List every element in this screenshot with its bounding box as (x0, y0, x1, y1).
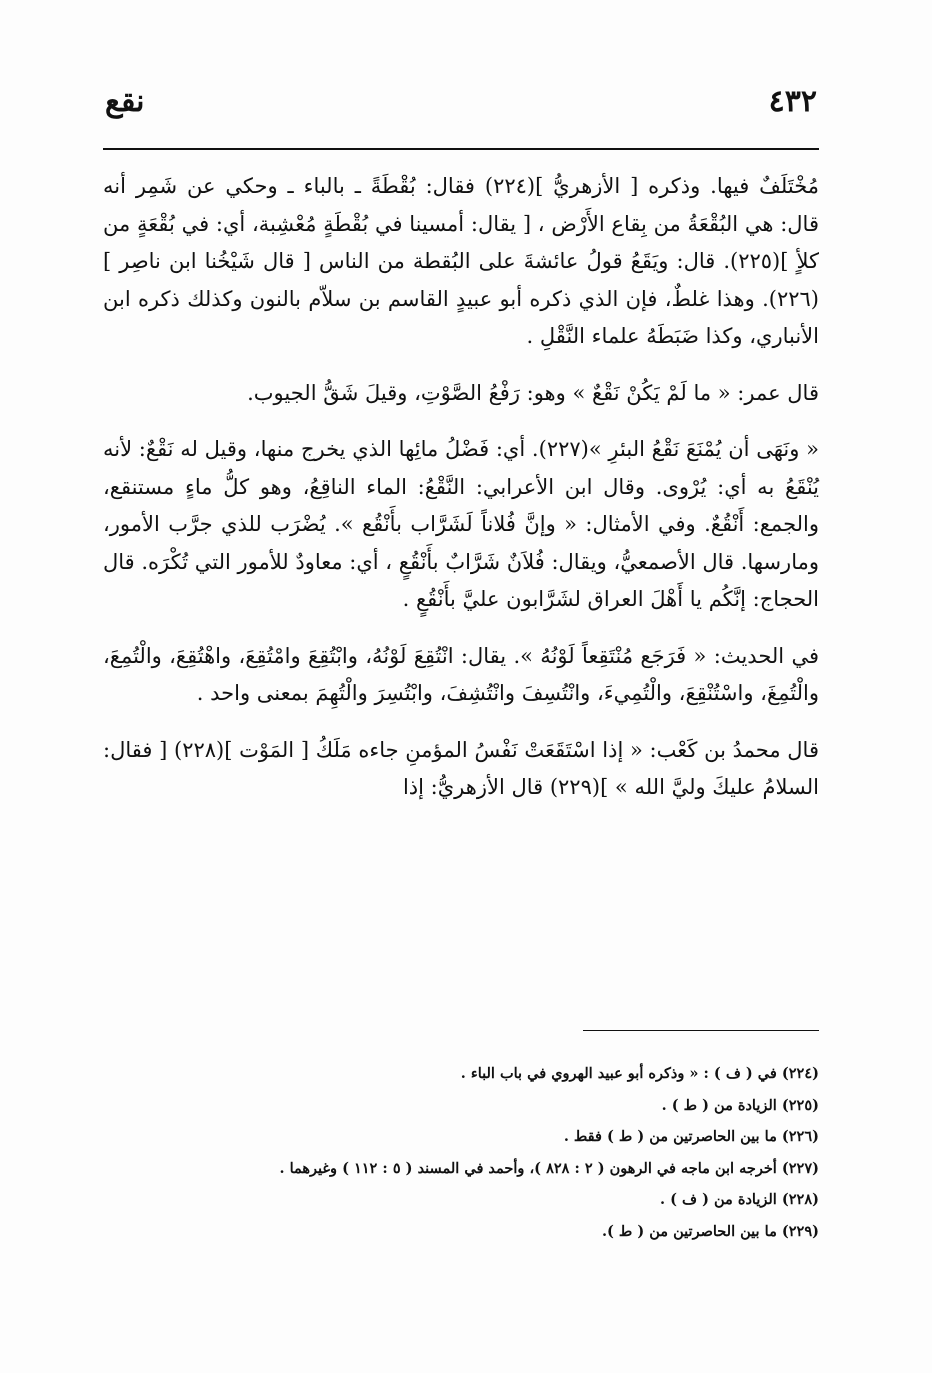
footnote: (٢٢٤) في ( ف ) : « وذكره أبو عبيد الهروي في باب الباء . (460, 1065, 819, 1082)
paragraph: مُخْتَلَفٌ فيها. وذكره [ الأزهريُّ ](٢٢٤) فقال: بُقْطَةً ـ بالباء ـ وحكي عن شَمِر أنه قال: هي البُقْعَةُ من بِقاع الأَرْض ، [ يقال: أمسينا في بُقْطَةٍ مُعْشِبة، أي: في بُقْعَةٍ من كلأٍ ](٢٢٥). قال: ويَقَعُ قولُ عائشةَ على البُقطة من الناس [ قال شَيْخُنا ابن ناصِر ](٢٢٦). وهذا غلطٌ، فإن الذي ذكره أبو عبيدٍ القاسم بن سلاّم بالنون وكذلك ذكره ابن الأنباري، وكذا ضَبَطَهُ علماء النَّقْلِ . (103, 174, 819, 348)
paragraph: « ونَهَى أن يُمْنَعَ نَقْعُ البئرِ »(٢٢٧). أي: فَضْلُ مائِها الذي يخرج منها، وقيل له نَقْعٌ: لأنه يُنْقَعُ به أي: يُرْوى. وقال ابن الأعرابي: النَّقْعُ: الماء الناقِعُ، وهو كلُّ ماءٍ مستنقع، والجمع: أَنْقُعٌ. وفي الأمثال: « وإنَّ فُلاناً لَشَرَّاب بأَنْقُع ». يُضْرَب للذي جرَّب الأمور، ومارسها. قال الأصمعيُّ، ويقال: فُلاَنٌ شَرَّابٌ بأَنْقُعٍ ، أي: معاودٌ للأمور التي تُكْرَه. قال الحجاج: إنَّكُم يا أَهْلَ العراق لشَرَّابون عليَّ بأَنْقُعٍ . (103, 437, 819, 611)
footnote: (٢٢٩) ما بين الحاصرتين من ( ط ). (601, 1222, 819, 1240)
footnote: (٢٢٧) أخرجه ابن ماجه في الرهون ( ٢ : ٨٢٨ )، وأحمد في المسند ( ٥ : ١١٢ ) وغيرهما . (279, 1159, 819, 1177)
footnotes (103, 1058, 819, 1247)
footnote: (٢٢٥) الزيادة من ( ط ) . (661, 1096, 819, 1114)
paragraph: في الحديث: « فَرَجَع مُنْتَقِعاً لَوْنُهُ ». يقال: انْتُقِعَ لَوْنُهُ، وابْتُقِعَ وامْتُقِعَ، واهْتُقِعَ، والْتُمِعَ، والْتُمِغَ، واسْتُنْقِعَ، والْتُمِيءَ، وانْتُسِفَ وانْتُشِفَ، وابْتُسِرَ والْتُهِمَ بمعنى واحد . (103, 643, 819, 705)
running-head: نقع (105, 84, 145, 119)
footnote: (٢٢٦) ما بين الحاصرتين من ( ط ) فقط . (563, 1128, 819, 1145)
page-header (105, 78, 817, 134)
paragraph: قال محمدُ بن كَعْب: « إذا اسْتَقَعَتْ نَفْسُ المؤمنِ جاءه مَلَكُ [ المَوْت ](٢٢٨) [ فقال: السلامُ عليكَ وليَّ الله » ](٢٢٩) قال الأزهريُّ: إذا (103, 737, 819, 799)
main-text (103, 168, 819, 826)
footnote-rule (583, 1030, 819, 1031)
page-number: ٤٣٢ (768, 84, 817, 119)
footnote: (٢٢٨) الزيادة من ( ف ) . (660, 1191, 819, 1208)
header-rule (103, 148, 819, 150)
paragraph: قال عمر: « ما لَمْ يَكُنْ نَقْعٌ » وهو: رَفْعُ الصَّوْتِ، وقيلَ شَقُّ الجيوب. (247, 380, 819, 405)
